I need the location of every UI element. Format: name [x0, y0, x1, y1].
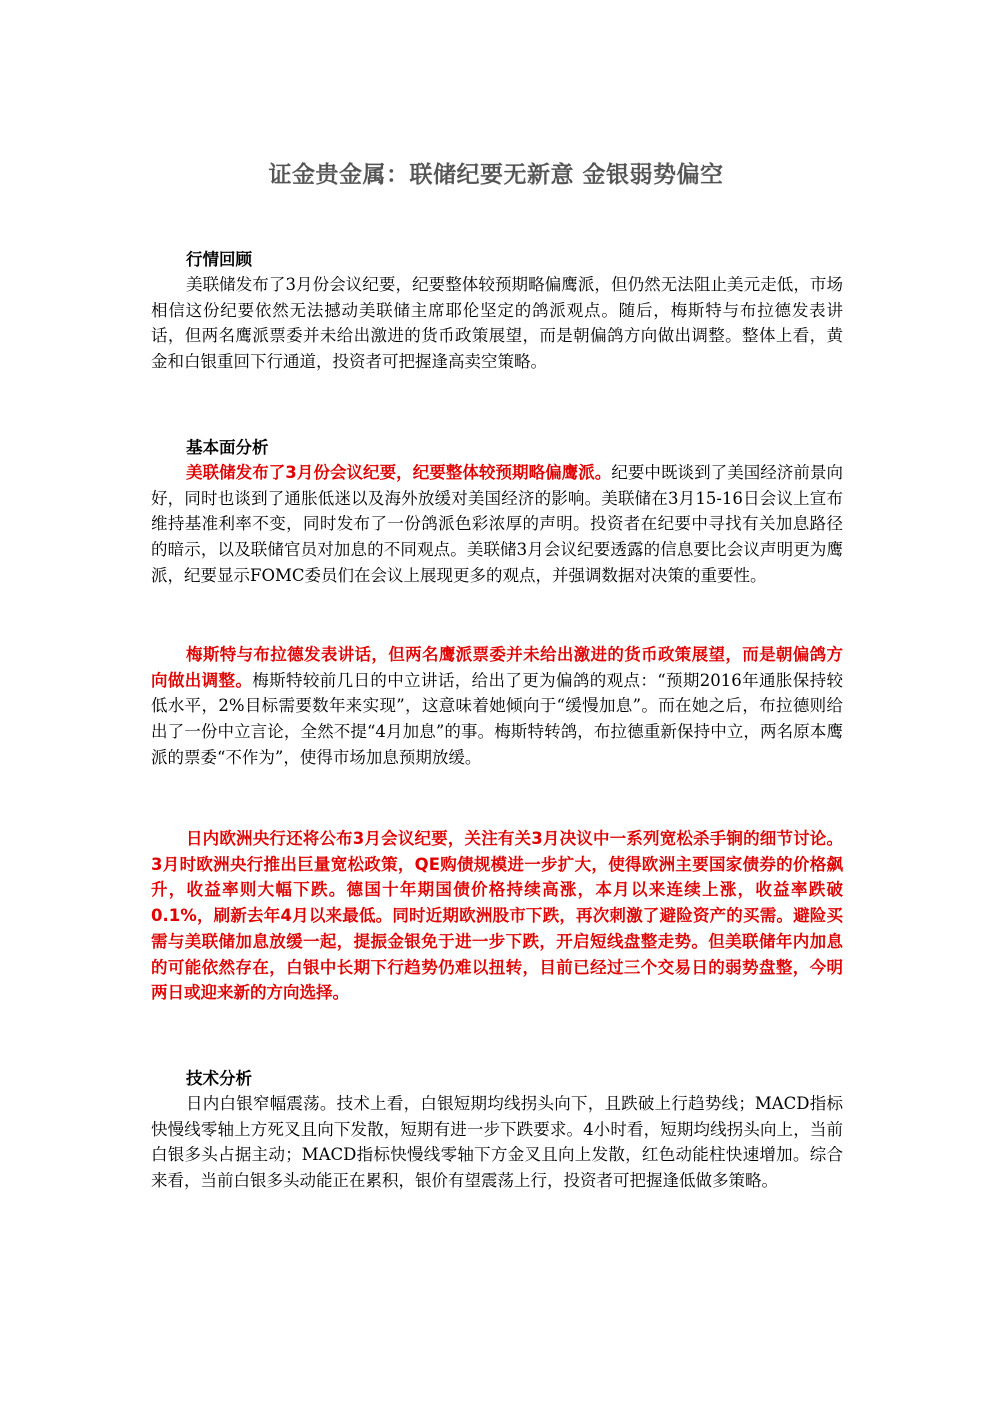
market-review-paragraph: 美联储发布了3月份会议纪要，纪要整体较预期略偏鹰派，但仍然无法阻止美元走低，市场相信这份纪要依然无法撼动美联储主席耶伦坚定的鸽派观点。随后，梅斯特与布拉德发表讲话，但两名鹰派票委并未给出激进的货币政策展望，而是朝偏鸽方向做出调整。整体上看，黄金和白银重回下行通道，投资者可把握逢高卖空策略。 [151, 275, 843, 372]
technical-paragraph: 日内白银窄幅震荡。技术上看，白银短期均线拐头向下，且跌破上行趋势线；MACD指标快慢线零轴上方死叉且向下发散，短期有进一步下跌要求。4小时看，短期均线拐头向上，当前白银多头占据主动；MACD指标快慢线零轴下方金叉且向上发散，红色动能柱快速增加。综合来看，当前白银多头动能正在累积，银价有望震荡上行，投资者可把握逢低做多策略。 [151, 1094, 843, 1191]
market-review-section [151, 247, 843, 375]
fundamentals-paragraph-1-highlight: 美联储发布了3月份会议纪要，纪要整体较预期略偏鹰派。 [186, 463, 612, 482]
fundamentals-paragraph-3: 日内欧洲央行还将公布3月会议纪要，关注有关3月决议中一系列宽松杀手锏的细节讨论。3月时欧洲央行推出巨量宽松政策，QE购债规模进一步扩大，使得欧洲主要国家债券的价格飙升，收益率则大幅下跌。德国十年期国债价格持续高涨，本月以来连续上涨，收益率跌破0.1%，刷新去年4月以来最低。同时近期欧洲股市下跌，再次刺激了避险资产的买需。避险买需与美联储加息放缓一起，提振金银免于进一步下跌，开启短线盘整走势。但美联储年内加息的可能依然存在，白银中长期下行趋势仍难以扭转，目前已经过三个交易日的弱势盘整，今明两日或迎来新的方向选择。 [151, 829, 843, 1003]
fundamentals-section-ecb [151, 826, 843, 1006]
technical-section [151, 1066, 843, 1194]
page-title: 证金贵金属：联储纪要无新意 金银弱势偏空 [268, 162, 724, 188]
fundamentals-paragraph-2-text: 梅斯特较前几日的中立讲话，给出了更为偏鸽的观点：“预期2016年通胀保持较低水平，2%目标需要数年来实现”，这意味着她倾向于“缓慢加息”。而在她之后，布拉德则给出了一份中立言论，全然不提“4月加息”的事。梅斯特转鸽，布拉德重新保持中立，两名原本鹰派的票委“不作为”，使得市场加息预期放缓。 [151, 670, 843, 767]
fundamentals-section-speeches [151, 642, 843, 771]
fundamentals-paragraph-2-highlight: 梅斯特与布拉德发表讲话，但两名鹰派票委并未给出激进的货币政策展望，而是朝偏鸽方向做出调整。 [151, 645, 843, 690]
technical-heading: 技术分析 [186, 1069, 252, 1088]
fundamentals-paragraph-2 [151, 642, 843, 771]
fundamentals-heading: 基本面分析 [186, 438, 269, 457]
fundamentals-section [151, 435, 843, 589]
market-review-heading: 行情回顾 [186, 250, 252, 269]
fundamentals-paragraph-1 [151, 460, 843, 589]
fundamentals-paragraph-1-text: 纪要中既谈到了美国经济前景向好，同时也谈到了通胀低迷以及海外放缓对美国经济的影响。美联储在3月15-16日会议上宣布维持基准利率不变，同时发布了一份鸽派色彩浓厚的声明。投资者在纪要中寻找有关加息路径的暗示，以及联储官员对加息的不同观点。美联储3月会议纪要透露的信息要比会议声明更为鹰派，纪要显示FOMC委员们在会议上展现更多的观点，并强调数据对决策的重要性。 [151, 463, 844, 585]
